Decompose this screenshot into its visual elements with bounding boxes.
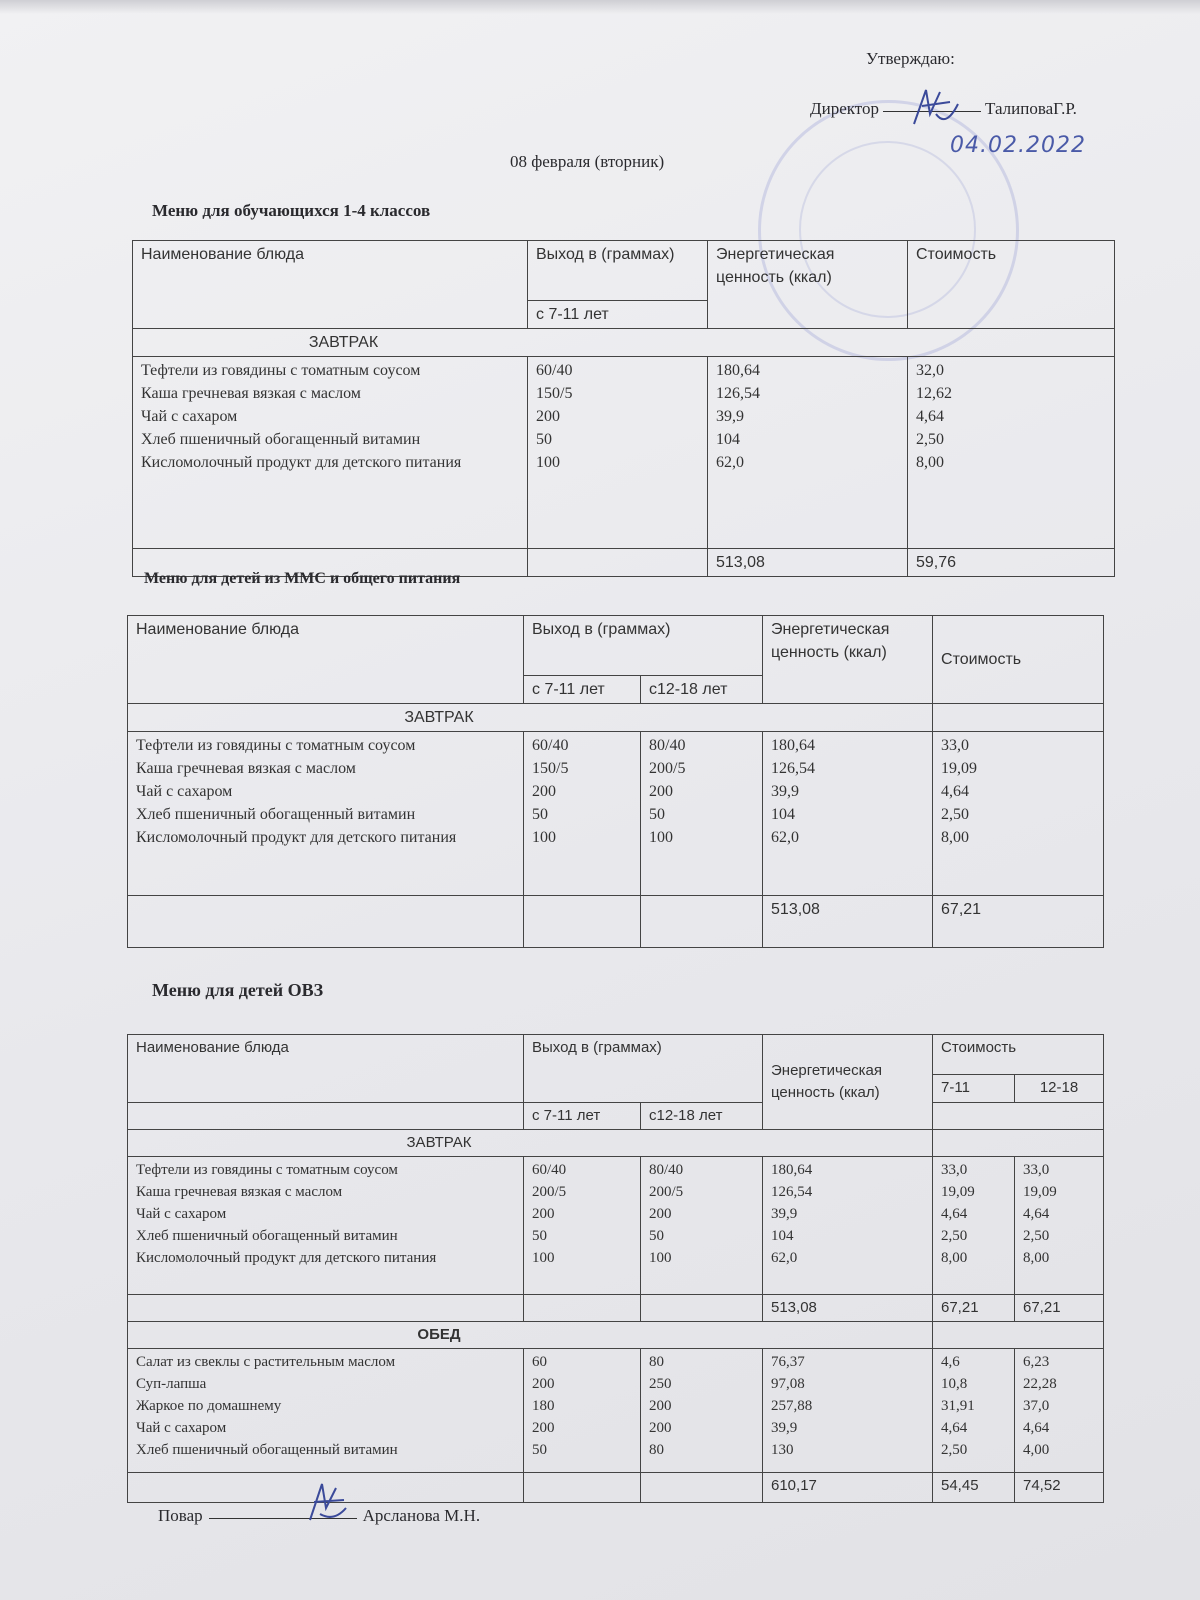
value-cell: 4,00 bbox=[1023, 1442, 1050, 1458]
menu3-lunch-total-cost1: 54,45 bbox=[933, 1473, 1015, 1503]
list-item: Кисломолочный продукт для детского питания bbox=[136, 829, 457, 846]
list-item: Хлеб пшеничный обогащенный витамин bbox=[136, 1442, 398, 1458]
list-item: Салат из свеклы с растительным маслом bbox=[136, 1354, 396, 1370]
value-cell: 37,0 bbox=[1023, 1398, 1050, 1414]
menu3-header-cost2: 12-18 bbox=[1015, 1075, 1104, 1103]
menu1-header-name: Наименование блюда bbox=[133, 241, 528, 329]
menu3-breakfast-energy bbox=[763, 1157, 933, 1295]
value-cell: 200 bbox=[649, 1206, 672, 1222]
value-cell: 250 bbox=[649, 1376, 672, 1392]
value-cell: 4,64 bbox=[916, 408, 944, 425]
value-cell: 33,0 bbox=[941, 737, 970, 754]
value-cell: 130 bbox=[771, 1442, 794, 1458]
value-cell: 10,8 bbox=[941, 1376, 968, 1392]
value-cell: 50 bbox=[536, 431, 552, 448]
menu3-header-name: Наименование блюда bbox=[128, 1035, 524, 1103]
value-cell: 200 bbox=[649, 1398, 672, 1414]
menu2-dishes bbox=[128, 732, 524, 896]
value-cell: 200/5 bbox=[649, 760, 686, 777]
value-cell: 50 bbox=[532, 1442, 547, 1458]
menu3-header-age2: с12-18 лет bbox=[641, 1103, 763, 1130]
value-cell: 80 bbox=[649, 1442, 664, 1458]
menu3-header-energy: Энергетическая ценность (ккал) bbox=[763, 1035, 933, 1130]
menu3-breakfast-total-energy: 513,08 bbox=[763, 1295, 933, 1322]
value-cell: 100 bbox=[532, 1250, 555, 1266]
cook-signature bbox=[300, 1478, 360, 1526]
value-cell: 33,0 bbox=[1023, 1162, 1050, 1178]
menu3-header-cost1: 7-11 bbox=[933, 1075, 1015, 1103]
menu3-lunch-cost2 bbox=[1015, 1349, 1104, 1473]
value-cell: 100 bbox=[532, 829, 556, 846]
menu3-section-empty bbox=[933, 1130, 1104, 1157]
menu3-lunch-cost1 bbox=[933, 1349, 1015, 1473]
value-cell: 200 bbox=[532, 1376, 555, 1392]
value-cell: 19,09 bbox=[941, 760, 978, 777]
list-item: Хлеб пшеничный обогащенный витамин bbox=[141, 431, 421, 448]
menu2-section: ЗАВТРАК bbox=[128, 704, 933, 732]
menu1-header-age: с 7-11 лет bbox=[528, 301, 708, 329]
list-item: Чай с сахаром bbox=[136, 1420, 227, 1436]
menu3-lunch-total-empty bbox=[641, 1473, 763, 1503]
menu3-lunch-dishes bbox=[128, 1349, 524, 1473]
list-item: Каша гречневая вязкая с маслом bbox=[136, 1184, 343, 1200]
value-cell: 180,64 bbox=[716, 362, 760, 379]
value-cell: 8,00 bbox=[916, 454, 944, 471]
menu1-total-cost: 59,76 bbox=[908, 549, 1115, 577]
value-cell: 62,0 bbox=[771, 1250, 798, 1266]
signature-date: 04.02.2022 bbox=[950, 133, 1086, 158]
menu1-header-output: Выход в (граммах) bbox=[528, 241, 708, 301]
value-cell: 60/40 bbox=[532, 737, 569, 754]
menu3-breakfast-total-empty bbox=[128, 1295, 524, 1322]
menu2-title: Меню для детей из ММС и общего питания bbox=[144, 570, 461, 587]
value-cell: 39,9 bbox=[716, 408, 744, 425]
value-cell: 100 bbox=[649, 1250, 672, 1266]
value-cell: 31,91 bbox=[941, 1398, 975, 1414]
value-cell: 180,64 bbox=[771, 737, 816, 754]
menu1-total-energy: 513,08 bbox=[708, 549, 908, 577]
menu3-header-output: Выход в (граммах) bbox=[524, 1035, 763, 1103]
menu3-breakfast-total-cost2: 67,21 bbox=[1015, 1295, 1104, 1322]
value-cell: 200 bbox=[649, 1420, 672, 1436]
menu2-header-energy: Энергетическая ценность (ккал) bbox=[763, 616, 933, 704]
value-cell: 2,50 bbox=[941, 1442, 968, 1458]
menu2-total-empty bbox=[128, 896, 524, 948]
value-cell: 19,09 bbox=[1023, 1184, 1057, 1200]
menu2-output1 bbox=[524, 732, 641, 896]
value-cell: 4,64 bbox=[1023, 1420, 1050, 1436]
value-cell: 97,08 bbox=[771, 1376, 805, 1392]
value-cell: 104 bbox=[771, 1228, 794, 1244]
menu3-header-blank bbox=[933, 1103, 1104, 1130]
menu2-output2 bbox=[641, 732, 763, 896]
value-cell: 80/40 bbox=[649, 1162, 684, 1178]
menu3-lunch-section: ОБЕД bbox=[128, 1322, 933, 1349]
menu2-energy bbox=[763, 732, 933, 896]
value-cell: 32,0 bbox=[916, 362, 944, 379]
list-item: Суп-лапша bbox=[136, 1376, 207, 1392]
value-cell: 76,37 bbox=[771, 1354, 805, 1370]
menu3-breakfast-dishes bbox=[128, 1157, 524, 1295]
menu3-breakfast-output1 bbox=[524, 1157, 641, 1295]
value-cell: 6,23 bbox=[1023, 1354, 1050, 1370]
value-cell: 50 bbox=[532, 1228, 547, 1244]
menu3-breakfast-total-empty bbox=[641, 1295, 763, 1322]
value-cell: 100 bbox=[649, 829, 673, 846]
list-item: Чай с сахаром bbox=[136, 783, 233, 800]
list-item: Жаркое по домашнему bbox=[136, 1398, 282, 1414]
value-cell: 4,64 bbox=[1023, 1206, 1050, 1222]
value-cell: 50 bbox=[649, 806, 665, 823]
menu3-breakfast-total-empty bbox=[524, 1295, 641, 1322]
value-cell: 2,50 bbox=[941, 1228, 968, 1244]
menu2-header-output: Выход в (граммах) bbox=[524, 616, 763, 676]
value-cell: 60/40 bbox=[532, 1162, 567, 1178]
menu3-title: Меню для детей ОВЗ bbox=[152, 980, 324, 1000]
value-cell: 50 bbox=[649, 1228, 664, 1244]
menu3-table bbox=[127, 1034, 1104, 1503]
value-cell: 33,0 bbox=[941, 1162, 968, 1178]
value-cell: 4,64 bbox=[941, 1420, 968, 1436]
value-cell: 257,88 bbox=[771, 1398, 813, 1414]
cook-name: Арсланова М.Н. bbox=[362, 1506, 481, 1525]
menu3-breakfast-output2 bbox=[641, 1157, 763, 1295]
menu-date: 08 февраля (вторник) bbox=[510, 152, 665, 171]
menu3-lunch-total-energy: 610,17 bbox=[763, 1473, 933, 1503]
menu3-header-blank bbox=[128, 1103, 524, 1130]
value-cell: 8,00 bbox=[941, 1250, 968, 1266]
menu2-total-empty bbox=[524, 896, 641, 948]
value-cell: 200 bbox=[649, 783, 673, 800]
value-cell: 200 bbox=[532, 1206, 555, 1222]
director-name: ТалиповаГ.Р. bbox=[984, 99, 1077, 118]
menu1-dishes bbox=[133, 357, 528, 549]
list-item: Хлеб пшеничный обогащенный витамин bbox=[136, 806, 416, 823]
value-cell: 39,9 bbox=[771, 783, 800, 800]
list-item: Кисломолочный продукт для детского питания bbox=[141, 454, 462, 471]
value-cell: 180,64 bbox=[771, 1162, 813, 1178]
value-cell: 8,00 bbox=[1023, 1250, 1050, 1266]
value-cell: 2,50 bbox=[1023, 1228, 1050, 1244]
menu1-header-energy: Энергетическая ценность (ккал) bbox=[708, 241, 908, 329]
menu3-lunch-energy bbox=[763, 1349, 933, 1473]
menu3-breakfast-cost1 bbox=[933, 1157, 1015, 1295]
value-cell: 126,54 bbox=[716, 385, 760, 402]
menu3-header-cost: Стоимость bbox=[933, 1035, 1104, 1075]
value-cell: 80 bbox=[649, 1354, 664, 1370]
value-cell: 200 bbox=[532, 783, 556, 800]
list-item: Хлеб пшеничный обогащенный витамин bbox=[136, 1228, 398, 1244]
value-cell: 62,0 bbox=[771, 829, 800, 846]
value-cell: 150/5 bbox=[536, 385, 573, 402]
menu1-title: Меню для обучающихся 1-4 классов bbox=[152, 201, 431, 220]
menu2-header-age2: с12-18 лет bbox=[641, 676, 763, 704]
value-cell: 150/5 bbox=[532, 760, 569, 777]
menu3-lunch-output1 bbox=[524, 1349, 641, 1473]
value-cell: 80/40 bbox=[649, 737, 686, 754]
menu3-header-age1: с 7-11 лет bbox=[524, 1103, 641, 1130]
menu1-output bbox=[528, 357, 708, 549]
cook-label: Повар bbox=[158, 1506, 203, 1525]
menu1-total-empty bbox=[528, 549, 708, 577]
value-cell: 8,00 bbox=[941, 829, 970, 846]
menu1-header-cost: Стоимость bbox=[908, 241, 1115, 329]
value-cell: 180 bbox=[532, 1398, 555, 1414]
value-cell: 4,64 bbox=[941, 783, 970, 800]
value-cell: 200 bbox=[536, 408, 560, 425]
value-cell: 62,0 bbox=[716, 454, 744, 471]
value-cell: 104 bbox=[716, 431, 740, 448]
menu1-table bbox=[132, 240, 1115, 577]
value-cell: 60/40 bbox=[536, 362, 573, 379]
value-cell: 200/5 bbox=[649, 1184, 684, 1200]
list-item: Тефтели из говядины с томатным соусом bbox=[141, 362, 421, 379]
approve-label: Утверждаю: bbox=[866, 49, 955, 68]
director-signature bbox=[906, 84, 976, 134]
value-cell: 4,6 bbox=[941, 1354, 960, 1370]
menu3-section-empty bbox=[933, 1322, 1104, 1349]
menu3-lunch-total-empty bbox=[524, 1473, 641, 1503]
menu1-energy bbox=[708, 357, 908, 549]
director-label: Директор bbox=[810, 99, 879, 118]
value-cell: 19,09 bbox=[941, 1184, 975, 1200]
menu3-breakfast-cost2 bbox=[1015, 1157, 1104, 1295]
list-item: Чай с сахаром bbox=[136, 1206, 227, 1222]
menu3-breakfast-total-cost1: 67,21 bbox=[933, 1295, 1015, 1322]
value-cell: 126,54 bbox=[771, 1184, 813, 1200]
menu2-total-energy: 513,08 bbox=[763, 896, 933, 948]
value-cell: 200 bbox=[532, 1420, 555, 1436]
value-cell: 60 bbox=[532, 1354, 547, 1370]
list-item: Каша гречневая вязкая с маслом bbox=[136, 760, 356, 777]
value-cell: 200/5 bbox=[532, 1184, 567, 1200]
menu2-table bbox=[127, 615, 1104, 948]
value-cell: 22,28 bbox=[1023, 1376, 1057, 1392]
menu2-header-name: Наименование блюда bbox=[128, 616, 524, 704]
menu2-header-cost: Стоимость bbox=[933, 616, 1104, 704]
list-item: Тефтели из говядины с томатным соусом bbox=[136, 1162, 398, 1178]
page-edge-shadow bbox=[0, 0, 1200, 14]
value-cell: 104 bbox=[771, 806, 796, 823]
list-item: Тефтели из говядины с томатным соусом bbox=[136, 737, 416, 754]
value-cell: 126,54 bbox=[771, 760, 816, 777]
value-cell: 100 bbox=[536, 454, 560, 471]
value-cell: 2,50 bbox=[941, 806, 970, 823]
value-cell: 4,64 bbox=[941, 1206, 968, 1222]
menu2-cost bbox=[933, 732, 1104, 896]
list-item: Кисломолочный продукт для детского питания bbox=[136, 1250, 437, 1266]
list-item: Каша гречневая вязкая с маслом bbox=[141, 385, 361, 402]
menu1-section: ЗАВТРАК bbox=[133, 329, 1115, 357]
list-item: Чай с сахаром bbox=[141, 408, 238, 425]
value-cell: 12,62 bbox=[916, 385, 952, 402]
menu1-cost bbox=[908, 357, 1115, 549]
menu3-lunch-total-cost2: 74,52 bbox=[1015, 1473, 1104, 1503]
value-cell: 39,9 bbox=[771, 1420, 798, 1436]
value-cell: 39,9 bbox=[771, 1206, 798, 1222]
menu2-section-empty bbox=[933, 704, 1104, 732]
value-cell: 2,50 bbox=[916, 431, 944, 448]
value-cell: 50 bbox=[532, 806, 548, 823]
menu2-total-empty bbox=[641, 896, 763, 948]
menu3-breakfast-section: ЗАВТРАК bbox=[128, 1130, 933, 1157]
menu2-total-cost: 67,21 bbox=[933, 896, 1104, 948]
menu2-header-age1: с 7-11 лет bbox=[524, 676, 641, 704]
menu3-lunch-output2 bbox=[641, 1349, 763, 1473]
